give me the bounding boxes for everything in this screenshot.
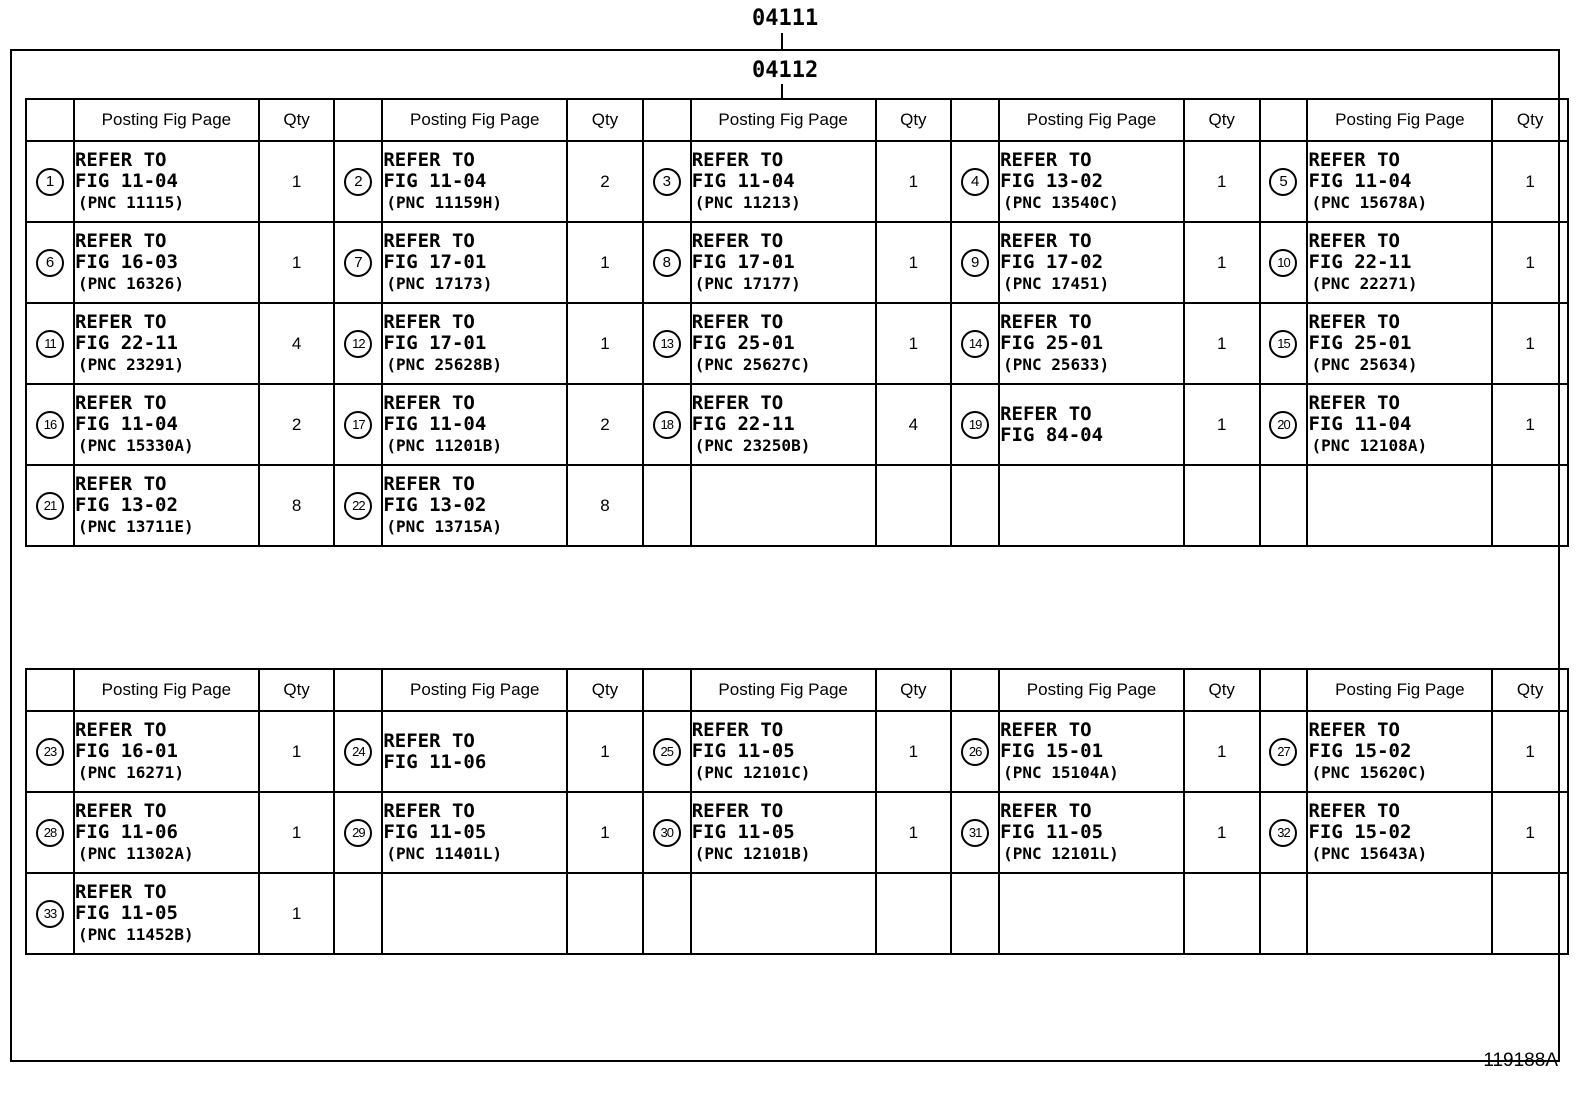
item-number-cell bbox=[1260, 792, 1308, 873]
outer-assembly-label: 04111 bbox=[752, 6, 819, 31]
fig-page-text: FIG 11-06 bbox=[383, 750, 487, 773]
item-number-circle: 10 bbox=[1269, 249, 1297, 277]
header-posting-fig-page: Posting Fig Page bbox=[382, 99, 567, 141]
pnc-text: (PNC 11302A) bbox=[77, 844, 194, 863]
pnc-text: (PNC 13715A) bbox=[386, 517, 502, 536]
reference-cell bbox=[74, 711, 259, 792]
pnc-text: (PNC 13711E) bbox=[77, 517, 194, 536]
header-number-cell bbox=[643, 99, 691, 141]
fig-page-text: FIG 25-01 bbox=[1308, 332, 1412, 354]
reference-cell bbox=[691, 222, 876, 303]
item-number-circle: 23 bbox=[36, 738, 64, 766]
item-number-cell bbox=[334, 792, 382, 873]
item-number-circle: 19 bbox=[961, 411, 989, 439]
item-number-cell bbox=[951, 303, 999, 384]
item-number-cell bbox=[1260, 873, 1308, 954]
header-qty: Qty bbox=[1184, 99, 1260, 141]
parts-table-2 bbox=[25, 668, 1569, 955]
qty-cell bbox=[1184, 465, 1260, 546]
refer-to-text: REFER TO bbox=[74, 473, 167, 495]
pnc-text: (PNC 11115) bbox=[77, 193, 184, 212]
header-posting-fig-page: Posting Fig Page bbox=[74, 99, 259, 141]
refer-to-text: REFER TO bbox=[1000, 311, 1092, 333]
qty-cell: 1 bbox=[567, 792, 643, 873]
refer-to-text: REFER TO bbox=[691, 311, 784, 333]
item-number-cell bbox=[334, 222, 382, 303]
item-number-cell bbox=[643, 711, 691, 792]
item-number-cell bbox=[334, 141, 382, 222]
header-number-cell bbox=[334, 669, 382, 711]
refer-to-text: REFER TO bbox=[74, 392, 167, 414]
qty-cell: 1 bbox=[1184, 222, 1260, 303]
refer-to-text: REFER TO bbox=[1000, 402, 1092, 425]
item-number-cell bbox=[334, 465, 382, 546]
table-row bbox=[26, 384, 1568, 465]
pnc-text: (PNC 11401L) bbox=[386, 844, 502, 863]
fig-page-text: FIG 11-04 bbox=[74, 170, 178, 192]
header-posting-fig-page: Posting Fig Page bbox=[691, 669, 876, 711]
header-posting-fig-page: Posting Fig Page bbox=[1307, 669, 1492, 711]
item-number-circle: 27 bbox=[1269, 738, 1297, 766]
qty-cell: 1 bbox=[1184, 141, 1260, 222]
qty-cell: 1 bbox=[567, 711, 643, 792]
fig-page-text: FIG 17-01 bbox=[383, 332, 487, 354]
reference-cell bbox=[1307, 141, 1492, 222]
item-number-circle: 14 bbox=[961, 330, 989, 358]
item-number-circle: 9 bbox=[961, 249, 989, 277]
fig-page-text: FIG 22-11 bbox=[691, 413, 795, 435]
item-number-cell bbox=[334, 303, 382, 384]
fig-page-text: FIG 11-04 bbox=[383, 170, 487, 192]
table-row bbox=[26, 222, 1568, 303]
reference-cell bbox=[1307, 303, 1492, 384]
qty-cell: 1 bbox=[1184, 384, 1260, 465]
item-number-circle: 5 bbox=[1269, 168, 1297, 196]
item-number-cell bbox=[951, 222, 999, 303]
table-row bbox=[26, 792, 1568, 873]
item-number-circle: 3 bbox=[653, 168, 681, 196]
refer-to-text: REFER TO bbox=[74, 800, 167, 822]
item-number-circle: 25 bbox=[653, 738, 681, 766]
pnc-text: (PNC 23250B) bbox=[694, 436, 811, 455]
table-row bbox=[26, 711, 1568, 792]
item-number-circle: 30 bbox=[653, 819, 681, 847]
reference-cell bbox=[74, 303, 259, 384]
pnc-text: (PNC 17451) bbox=[1003, 274, 1110, 293]
qty-cell: 1 bbox=[1492, 792, 1568, 873]
table-header-row bbox=[26, 669, 1568, 711]
pnc-text: (PNC 25627C) bbox=[694, 355, 811, 374]
item-number-circle: 28 bbox=[36, 819, 64, 847]
header-qty: Qty bbox=[1184, 669, 1260, 711]
pnc-text: (PNC 11201B) bbox=[386, 436, 502, 455]
item-number-cell bbox=[1260, 465, 1308, 546]
qty-cell bbox=[1492, 873, 1568, 954]
item-number-circle: 21 bbox=[36, 492, 64, 520]
image-id-label: 119188A bbox=[1483, 1050, 1558, 1071]
item-number-cell bbox=[643, 465, 691, 546]
item-number-circle: 11 bbox=[36, 330, 64, 358]
table-header-row bbox=[26, 99, 1568, 141]
refer-to-text: REFER TO bbox=[74, 311, 167, 333]
pnc-text: (PNC 15678A) bbox=[1311, 193, 1428, 212]
fig-page-text: FIG 22-11 bbox=[1308, 251, 1412, 273]
fig-page-text: FIG 15-02 bbox=[1308, 740, 1412, 762]
item-number-cell bbox=[951, 141, 999, 222]
qty-cell: 1 bbox=[259, 222, 335, 303]
pnc-text: (PNC 12108A) bbox=[1311, 436, 1428, 455]
pnc-text: (PNC 23291) bbox=[77, 355, 184, 374]
qty-cell: 2 bbox=[567, 141, 643, 222]
reference-cell bbox=[691, 711, 876, 792]
pnc-text: (PNC 11159H) bbox=[386, 193, 502, 212]
fig-page-text: FIG 13-02 bbox=[383, 494, 487, 516]
pnc-text: (PNC 25633) bbox=[1003, 355, 1110, 374]
item-number-circle: 20 bbox=[1269, 411, 1297, 439]
pnc-text: (PNC 16271) bbox=[77, 763, 184, 782]
item-number-circle: 29 bbox=[344, 819, 372, 847]
header-number-cell bbox=[26, 669, 74, 711]
qty-cell: 1 bbox=[259, 141, 335, 222]
header-posting-fig-page: Posting Fig Page bbox=[691, 99, 876, 141]
fig-page-text: FIG 22-11 bbox=[74, 332, 178, 354]
item-number-cell bbox=[643, 141, 691, 222]
reference-cell bbox=[382, 792, 567, 873]
item-number-cell bbox=[951, 792, 999, 873]
refer-to-text: REFER TO bbox=[1000, 230, 1092, 252]
item-number-cell bbox=[334, 873, 382, 954]
reference-cell bbox=[382, 141, 567, 222]
fig-page-text: FIG 16-03 bbox=[74, 251, 178, 273]
fig-page-text: FIG 16-01 bbox=[74, 740, 178, 762]
item-number-circle: 4 bbox=[961, 168, 989, 196]
fig-page-text: FIG 25-01 bbox=[1000, 332, 1104, 354]
reference-cell bbox=[999, 384, 1184, 465]
refer-to-text: REFER TO bbox=[1308, 800, 1400, 822]
qty-cell: 4 bbox=[876, 384, 952, 465]
header-posting-fig-page: Posting Fig Page bbox=[999, 669, 1184, 711]
item-number-cell bbox=[643, 222, 691, 303]
refer-to-text: REFER TO bbox=[74, 719, 167, 741]
qty-cell: 1 bbox=[1492, 141, 1568, 222]
header-number-cell bbox=[334, 99, 382, 141]
table-row bbox=[26, 303, 1568, 384]
refer-to-text: REFER TO bbox=[1308, 230, 1400, 252]
item-number-circle: 17 bbox=[344, 411, 372, 439]
fig-page-text: FIG 11-05 bbox=[691, 821, 795, 843]
qty-cell: 8 bbox=[259, 465, 335, 546]
parts-table-1 bbox=[25, 98, 1569, 547]
refer-to-text: REFER TO bbox=[383, 230, 475, 252]
header-qty: Qty bbox=[876, 99, 952, 141]
fig-page-text: FIG 11-04 bbox=[1308, 170, 1412, 192]
header-number-cell bbox=[26, 99, 74, 141]
fig-page-text: FIG 25-01 bbox=[691, 332, 795, 354]
item-number-cell bbox=[334, 711, 382, 792]
pnc-text: (PNC 25628B) bbox=[386, 355, 502, 374]
item-number-cell bbox=[26, 384, 74, 465]
qty-cell: 4 bbox=[259, 303, 335, 384]
table-row bbox=[26, 873, 1568, 954]
item-number-cell bbox=[26, 465, 74, 546]
qty-cell: 2 bbox=[567, 384, 643, 465]
item-number-circle: 22 bbox=[344, 492, 372, 520]
refer-to-text: REFER TO bbox=[1000, 800, 1092, 822]
fig-page-text: FIG 11-06 bbox=[74, 821, 178, 843]
qty-cell: 1 bbox=[259, 792, 335, 873]
refer-to-text: REFER TO bbox=[691, 392, 784, 414]
reference-cell bbox=[74, 465, 259, 546]
item-number-circle: 31 bbox=[961, 819, 989, 847]
reference-cell bbox=[999, 873, 1184, 954]
reference-cell bbox=[1307, 873, 1492, 954]
item-number-circle: 7 bbox=[344, 249, 372, 277]
item-number-circle: 8 bbox=[653, 249, 681, 277]
reference-cell bbox=[382, 384, 567, 465]
reference-cell bbox=[691, 303, 876, 384]
reference-cell bbox=[691, 384, 876, 465]
reference-cell bbox=[691, 465, 876, 546]
item-number-cell bbox=[1260, 222, 1308, 303]
reference-cell bbox=[999, 303, 1184, 384]
header-posting-fig-page: Posting Fig Page bbox=[1307, 99, 1492, 141]
reference-cell bbox=[74, 384, 259, 465]
reference-cell bbox=[999, 465, 1184, 546]
fig-page-text: FIG 11-04 bbox=[383, 413, 487, 435]
reference-cell bbox=[999, 792, 1184, 873]
qty-cell: 1 bbox=[876, 303, 952, 384]
item-number-cell bbox=[643, 384, 691, 465]
item-number-cell bbox=[643, 873, 691, 954]
fig-page-text: FIG 11-05 bbox=[74, 902, 178, 924]
item-number-circle: 26 bbox=[961, 738, 989, 766]
qty-cell: 1 bbox=[1492, 303, 1568, 384]
reference-cell bbox=[382, 873, 567, 954]
refer-to-text: REFER TO bbox=[1308, 311, 1400, 333]
refer-to-text: REFER TO bbox=[383, 311, 475, 333]
header-number-cell bbox=[1260, 99, 1308, 141]
pnc-text: (PNC 12101L) bbox=[1003, 844, 1119, 863]
fig-page-text: FIG 13-02 bbox=[1000, 170, 1104, 192]
reference-cell bbox=[382, 711, 567, 792]
inner-leader-line bbox=[781, 84, 783, 99]
refer-to-text: REFER TO bbox=[691, 800, 784, 822]
item-number-circle: 18 bbox=[653, 411, 681, 439]
pnc-text: (PNC 17173) bbox=[386, 274, 493, 293]
pnc-text: (PNC 12101C) bbox=[694, 763, 811, 782]
fig-page-text: FIG 17-01 bbox=[691, 251, 795, 273]
refer-to-text: REFER TO bbox=[1308, 719, 1400, 741]
fig-page-text: FIG 15-02 bbox=[1308, 821, 1412, 843]
item-number-circle: 6 bbox=[36, 249, 64, 277]
fig-page-text: FIG 84-04 bbox=[1000, 423, 1104, 446]
item-number-cell bbox=[1260, 303, 1308, 384]
qty-cell: 1 bbox=[1184, 792, 1260, 873]
refer-to-text: REFER TO bbox=[1000, 149, 1092, 171]
pnc-text: (PNC 12101B) bbox=[694, 844, 811, 863]
item-number-cell bbox=[643, 303, 691, 384]
item-number-cell bbox=[26, 711, 74, 792]
refer-to-text: REFER TO bbox=[691, 719, 784, 741]
qty-cell bbox=[1492, 465, 1568, 546]
item-number-circle: 15 bbox=[1269, 330, 1297, 358]
fig-page-text: FIG 17-02 bbox=[1000, 251, 1104, 273]
refer-to-text: REFER TO bbox=[691, 230, 784, 252]
pnc-text: (PNC 16326) bbox=[77, 274, 184, 293]
qty-cell: 1 bbox=[1492, 711, 1568, 792]
qty-cell bbox=[876, 873, 952, 954]
refer-to-text: REFER TO bbox=[1308, 149, 1400, 171]
header-qty: Qty bbox=[1492, 99, 1568, 141]
qty-cell: 1 bbox=[876, 222, 952, 303]
pnc-text: (PNC 15643A) bbox=[1311, 844, 1428, 863]
refer-to-text: REFER TO bbox=[383, 729, 475, 752]
item-number-circle: 32 bbox=[1269, 819, 1297, 847]
fig-page-text: FIG 11-05 bbox=[1000, 821, 1104, 843]
qty-cell: 1 bbox=[876, 141, 952, 222]
qty-cell: 8 bbox=[567, 465, 643, 546]
pnc-text: (PNC 11213) bbox=[694, 193, 801, 212]
item-number-cell bbox=[951, 465, 999, 546]
qty-cell bbox=[876, 465, 952, 546]
item-number-cell bbox=[951, 711, 999, 792]
qty-cell: 1 bbox=[259, 873, 335, 954]
item-number-circle: 1 bbox=[36, 168, 64, 196]
header-qty: Qty bbox=[567, 99, 643, 141]
item-number-circle: 16 bbox=[36, 411, 64, 439]
qty-cell: 1 bbox=[876, 711, 952, 792]
refer-to-text: REFER TO bbox=[74, 230, 167, 252]
reference-cell bbox=[1307, 384, 1492, 465]
header-number-cell bbox=[1260, 669, 1308, 711]
reference-cell bbox=[1307, 711, 1492, 792]
header-qty: Qty bbox=[876, 669, 952, 711]
pnc-text: (PNC 22271) bbox=[1311, 274, 1418, 293]
reference-cell bbox=[691, 792, 876, 873]
reference-cell bbox=[74, 141, 259, 222]
qty-cell: 1 bbox=[1184, 711, 1260, 792]
refer-to-text: REFER TO bbox=[74, 149, 167, 171]
item-number-cell bbox=[1260, 711, 1308, 792]
item-number-cell bbox=[951, 384, 999, 465]
qty-cell bbox=[1184, 873, 1260, 954]
reference-cell bbox=[382, 222, 567, 303]
reference-cell bbox=[74, 792, 259, 873]
reference-cell bbox=[382, 303, 567, 384]
qty-cell: 1 bbox=[567, 303, 643, 384]
reference-cell bbox=[999, 222, 1184, 303]
reference-cell bbox=[74, 873, 259, 954]
qty-cell: 2 bbox=[259, 384, 335, 465]
item-number-cell bbox=[26, 303, 74, 384]
fig-page-text: FIG 11-04 bbox=[74, 413, 178, 435]
refer-to-text: REFER TO bbox=[383, 392, 475, 414]
fig-page-text: FIG 15-01 bbox=[1000, 740, 1104, 762]
refer-to-text: REFER TO bbox=[1308, 392, 1400, 414]
reference-cell bbox=[999, 711, 1184, 792]
refer-to-text: REFER TO bbox=[383, 149, 475, 171]
header-posting-fig-page: Posting Fig Page bbox=[74, 669, 259, 711]
item-number-cell bbox=[26, 222, 74, 303]
item-number-cell bbox=[26, 141, 74, 222]
reference-cell bbox=[1307, 222, 1492, 303]
fig-page-text: FIG 17-01 bbox=[383, 251, 487, 273]
table-row bbox=[26, 141, 1568, 222]
reference-cell bbox=[74, 222, 259, 303]
refer-to-text: REFER TO bbox=[691, 149, 784, 171]
reference-cell bbox=[691, 141, 876, 222]
reference-cell bbox=[382, 465, 567, 546]
pnc-text: (PNC 13540C) bbox=[1003, 193, 1119, 212]
header-number-cell bbox=[643, 669, 691, 711]
pnc-text: (PNC 15330A) bbox=[77, 436, 194, 455]
fig-page-text: FIG 11-04 bbox=[1308, 413, 1412, 435]
fig-page-text: FIG 13-02 bbox=[74, 494, 178, 516]
header-posting-fig-page: Posting Fig Page bbox=[382, 669, 567, 711]
refer-to-text: REFER TO bbox=[74, 881, 167, 903]
reference-cell bbox=[1307, 792, 1492, 873]
inner-assembly-label: 04112 bbox=[752, 58, 819, 83]
header-qty: Qty bbox=[259, 99, 335, 141]
qty-cell: 1 bbox=[1492, 384, 1568, 465]
item-number-cell bbox=[26, 873, 74, 954]
reference-cell bbox=[1307, 465, 1492, 546]
qty-cell bbox=[567, 873, 643, 954]
header-number-cell bbox=[951, 669, 999, 711]
qty-cell: 1 bbox=[567, 222, 643, 303]
item-number-circle: 2 bbox=[344, 168, 372, 196]
pnc-text: (PNC 15620C) bbox=[1311, 763, 1428, 782]
fig-page-text: FIG 11-05 bbox=[691, 740, 795, 762]
qty-cell: 1 bbox=[876, 792, 952, 873]
refer-to-text: REFER TO bbox=[383, 473, 475, 495]
item-number-cell bbox=[334, 384, 382, 465]
fig-page-text: FIG 11-05 bbox=[383, 821, 487, 843]
header-posting-fig-page: Posting Fig Page bbox=[999, 99, 1184, 141]
item-number-cell bbox=[951, 873, 999, 954]
pnc-text: (PNC 17177) bbox=[694, 274, 801, 293]
header-qty: Qty bbox=[1492, 669, 1568, 711]
item-number-cell bbox=[643, 792, 691, 873]
item-number-circle: 13 bbox=[653, 330, 681, 358]
pnc-text: (PNC 15104A) bbox=[1003, 763, 1119, 782]
refer-to-text: REFER TO bbox=[1000, 719, 1092, 741]
item-number-circle: 24 bbox=[344, 738, 372, 766]
fig-page-text: FIG 11-04 bbox=[691, 170, 795, 192]
qty-cell: 1 bbox=[1492, 222, 1568, 303]
item-number-cell bbox=[26, 792, 74, 873]
table-row bbox=[26, 465, 1568, 546]
outer-leader-line bbox=[781, 33, 783, 49]
header-number-cell bbox=[951, 99, 999, 141]
header-qty: Qty bbox=[259, 669, 335, 711]
item-number-cell bbox=[1260, 384, 1308, 465]
pnc-text: (PNC 25634) bbox=[1311, 355, 1418, 374]
qty-cell: 1 bbox=[1184, 303, 1260, 384]
item-number-cell bbox=[1260, 141, 1308, 222]
refer-to-text: REFER TO bbox=[383, 800, 475, 822]
reference-cell bbox=[999, 141, 1184, 222]
item-number-circle: 33 bbox=[36, 900, 64, 928]
pnc-text: (PNC 11452B) bbox=[77, 925, 194, 944]
item-number-circle: 12 bbox=[344, 330, 372, 358]
header-qty: Qty bbox=[567, 669, 643, 711]
reference-cell bbox=[691, 873, 876, 954]
qty-cell: 1 bbox=[259, 711, 335, 792]
